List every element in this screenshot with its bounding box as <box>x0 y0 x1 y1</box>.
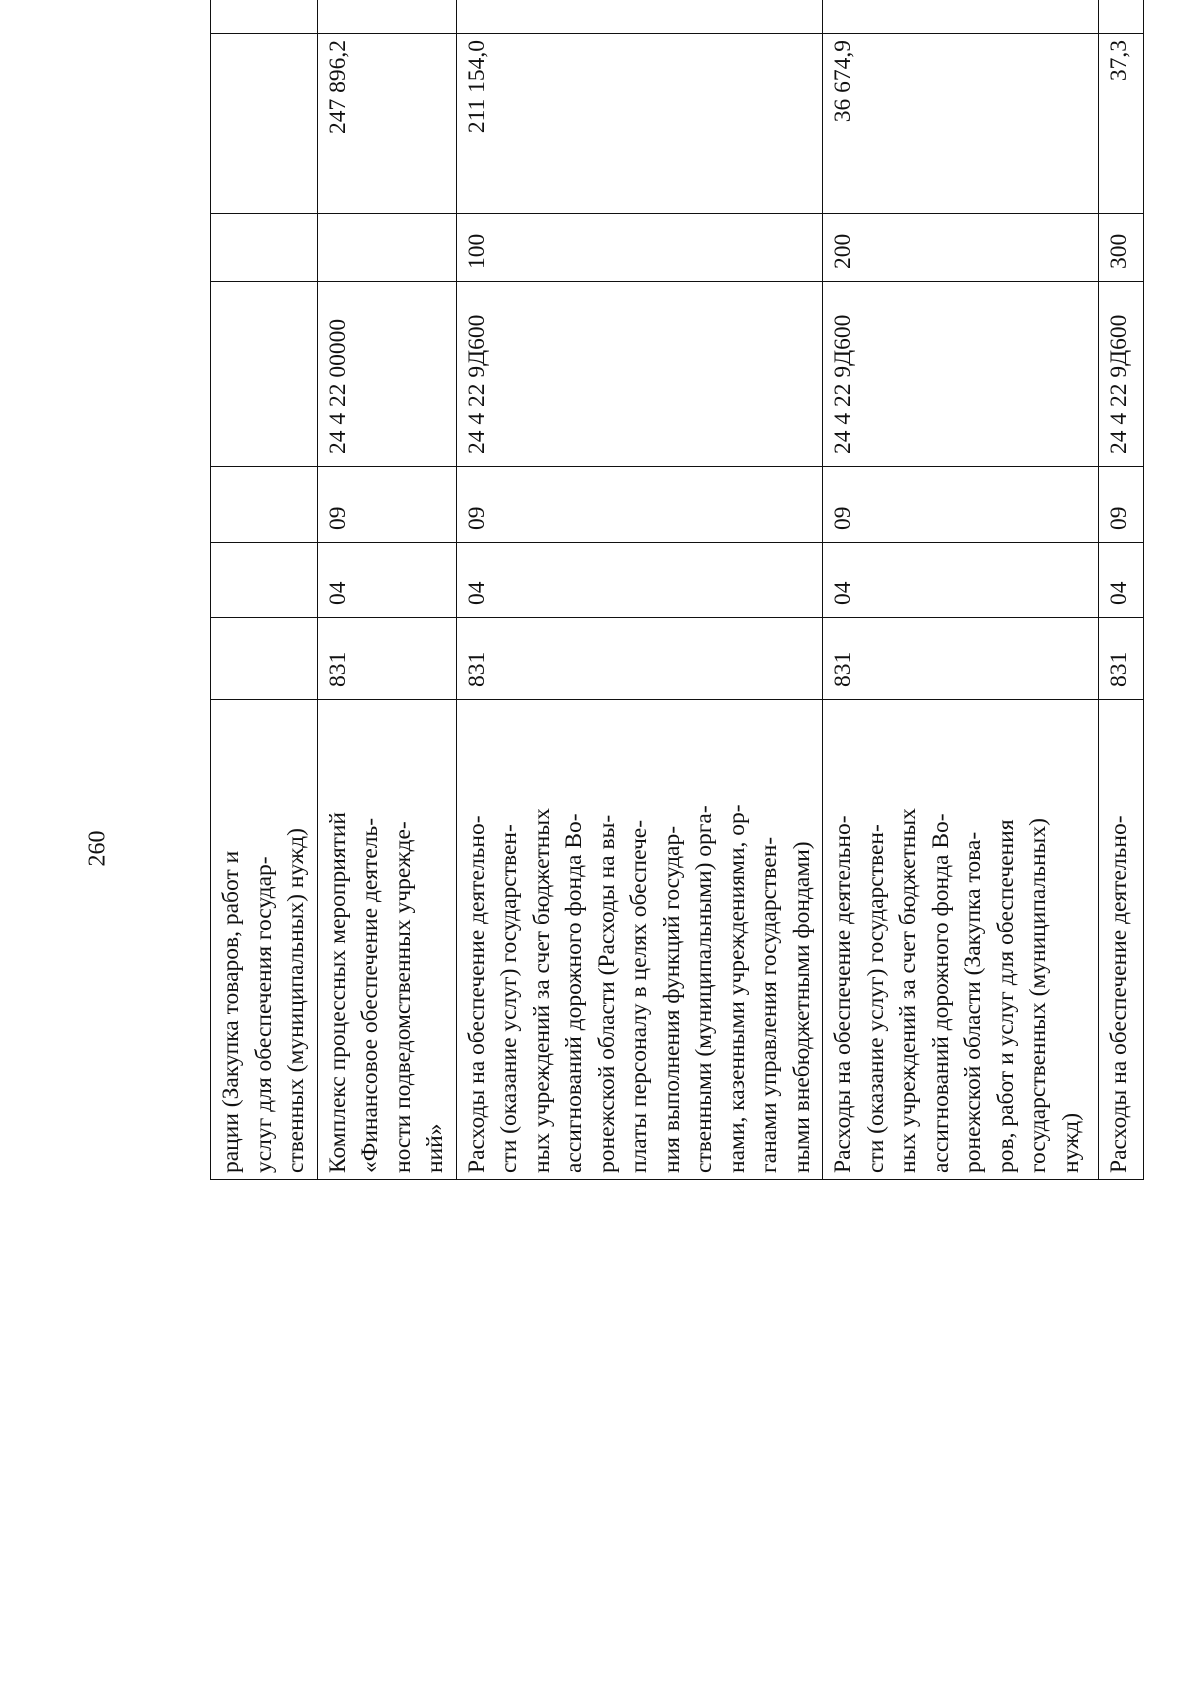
row-grbs: 831 <box>456 618 823 700</box>
row-sum-year2 <box>823 0 1099 34</box>
row-grbs: 831 <box>1099 618 1144 700</box>
row-grbs: 831 <box>317 618 456 700</box>
row-section: 04 <box>823 543 1099 618</box>
row-subsection: 09 <box>823 467 1099 543</box>
row-subsection <box>211 467 318 543</box>
row-expense-type: 100 <box>456 214 823 282</box>
budget-table <box>210 0 1144 1180</box>
row-section <box>211 543 318 618</box>
table-row <box>823 0 1099 1180</box>
page-number-text: 260 <box>84 830 111 866</box>
table-row <box>317 0 456 1180</box>
row-target-article: 24 4 22 9Д600 <box>1099 282 1144 467</box>
row-grbs <box>211 618 318 700</box>
row-description: рации (Закупка товаров, работ и услуг для обеспечения государ- ственных (муниципальных) нужд) <box>211 700 318 1180</box>
row-target-article: 24 4 22 00000 <box>317 282 456 467</box>
row-sum-year2 <box>456 0 823 34</box>
row-expense-type <box>211 214 318 282</box>
row-subsection: 09 <box>1099 467 1144 543</box>
row-sum-year1: 36 674,9 <box>823 34 1099 214</box>
table-row <box>456 0 823 1180</box>
row-expense-type: 300 <box>1099 214 1144 282</box>
row-target-article: 24 4 22 9Д600 <box>456 282 823 467</box>
row-sum-year1: 211 154,0 <box>456 34 823 214</box>
page-number <box>78 818 118 878</box>
row-target-article <box>211 282 318 467</box>
row-sum-year1: 247 896,2 <box>317 34 456 214</box>
row-subsection: 09 <box>456 467 823 543</box>
table-row <box>1099 0 1144 1180</box>
row-expense-type <box>317 214 456 282</box>
row-section: 04 <box>1099 543 1144 618</box>
row-description: Расходы на обеспечение деятельно- <box>1099 700 1144 1180</box>
row-description: Расходы на обеспечение деятельно- сти (оказание услуг) государствен- ных учреждений за счет бюджетных ассигнований дорожного фонда Во- ронежской области (Расходы на вы- платы персоналу в целях обеспече- ния выполнения функций государ- ственными (муниципальными) орга- нами, казенными учреждениями, ор- ганами управления государствен- ными внебюджетными фондами) <box>456 700 823 1180</box>
row-sum-year2 <box>1099 0 1144 34</box>
table-row <box>211 0 318 1180</box>
row-grbs: 831 <box>823 618 1099 700</box>
row-description: Расходы на обеспечение деятельно- сти (оказание услуг) государствен- ных учреждений за счет бюджетных ассигнований дорожного фонда Во- ронежской области (Закупка това- ров, работ и услуг для обеспечения государственных (муниципальных) нужд) <box>823 700 1099 1180</box>
row-sum-year2 <box>317 0 456 34</box>
row-target-article: 24 4 22 9Д600 <box>823 282 1099 467</box>
row-sum-year1 <box>211 34 318 214</box>
row-section: 04 <box>456 543 823 618</box>
row-description: Комплекс процессных мероприятий «Финансовое обеспечение деятель- ности подведомственных учрежде- ний» <box>317 700 456 1180</box>
row-subsection: 09 <box>317 467 456 543</box>
row-sum-year1: 37,3 <box>1099 34 1144 214</box>
row-section: 04 <box>317 543 456 618</box>
row-sum-year2 <box>211 0 318 34</box>
row-expense-type: 200 <box>823 214 1099 282</box>
budget-table-sheet <box>210 0 1132 1180</box>
